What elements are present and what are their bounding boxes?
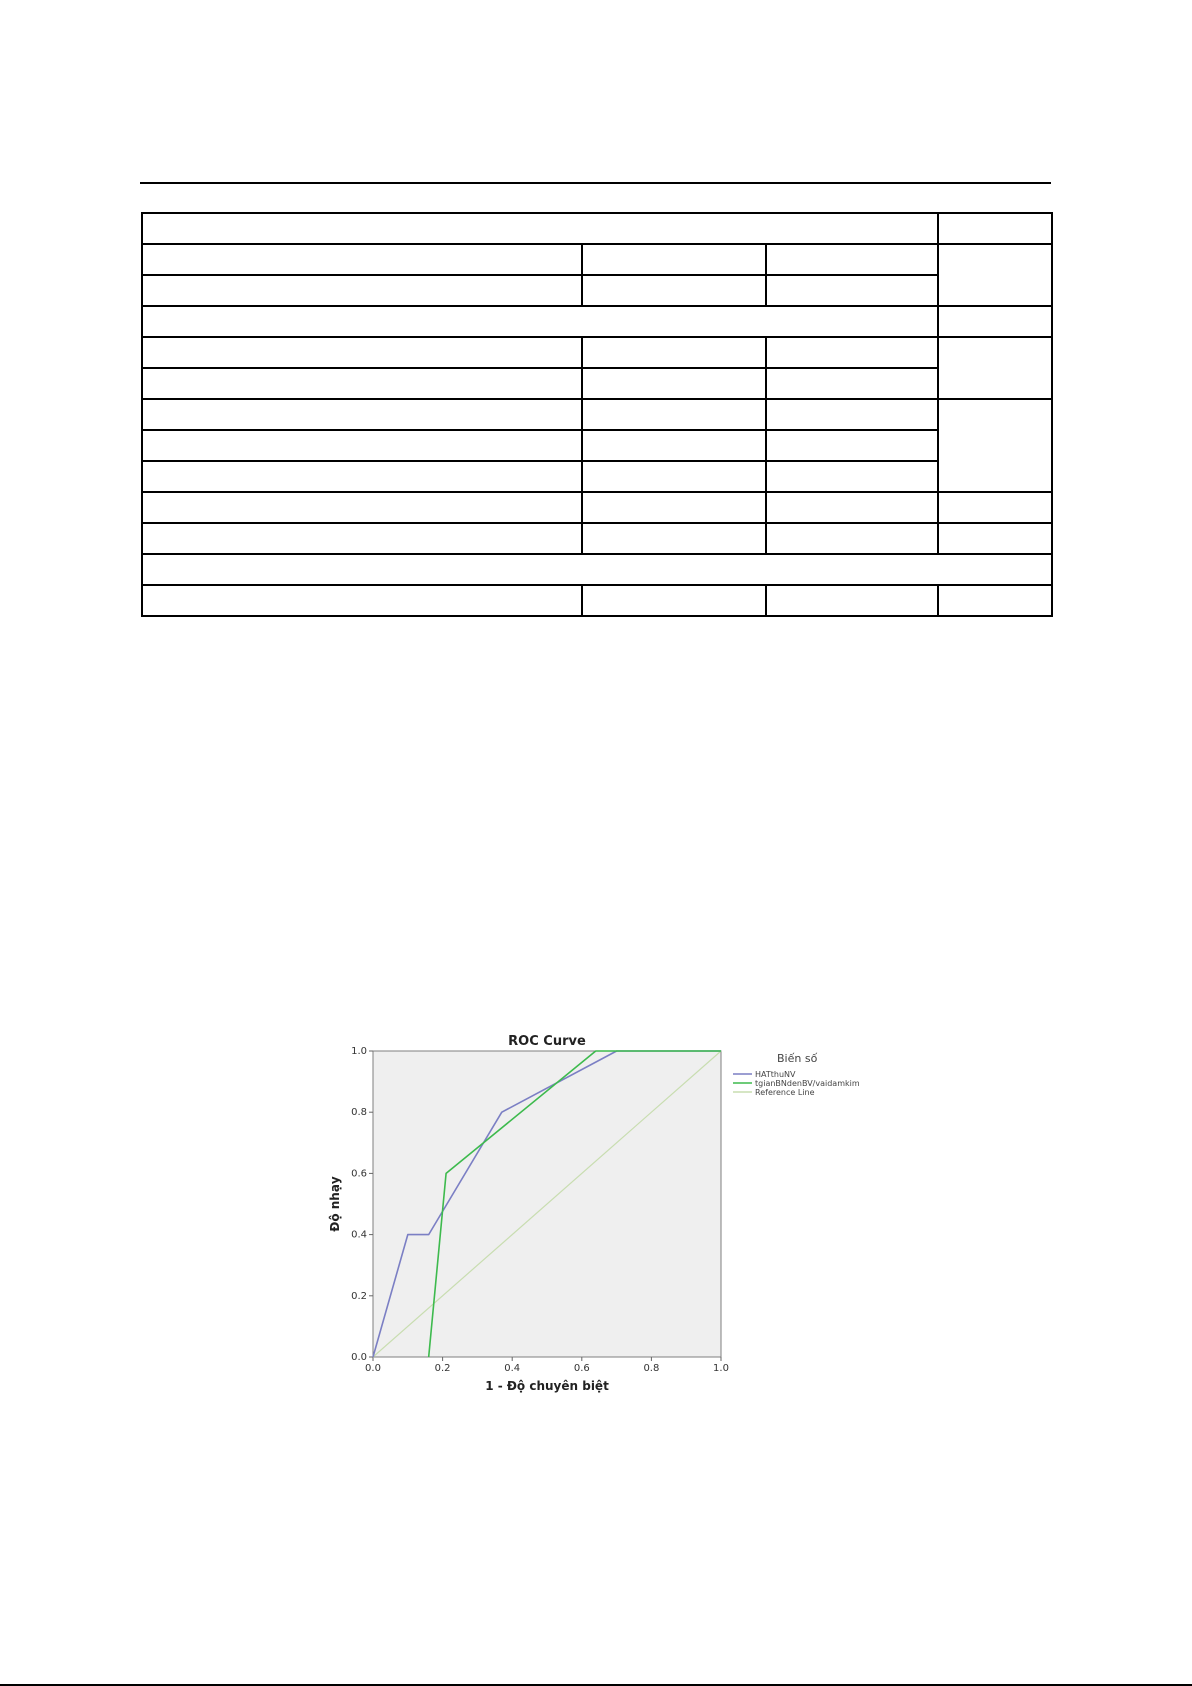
- legend-entry: HATthuNV: [755, 1070, 796, 1079]
- y-axis-label: Độ nhạy: [328, 1176, 342, 1232]
- legend-entry: tgianBNdenBV/vaidamkim: [755, 1079, 860, 1088]
- legend-entry: Reference Line: [755, 1088, 815, 1097]
- x-tick-label: 0.0: [365, 1363, 381, 1374]
- x-tick-label: 0.8: [643, 1363, 660, 1374]
- x-tick-label: 1.0: [713, 1363, 729, 1374]
- x-tick-label: 0.6: [573, 1363, 590, 1374]
- x-axis-label: 1 - Độ chuyên biệt: [485, 1379, 609, 1393]
- legend-title: Biến số: [777, 1052, 818, 1065]
- x-tick-label: 0.4: [504, 1363, 521, 1374]
- y-tick-label: 0.6: [351, 1168, 367, 1180]
- x-tick-label: 0.2: [434, 1363, 451, 1374]
- y-tick-label: 0.0: [351, 1352, 367, 1363]
- y-tick-label: 0.4: [351, 1229, 367, 1241]
- y-tick-label: 0.8: [351, 1107, 367, 1119]
- y-tick-label: 0.2: [351, 1290, 367, 1302]
- y-tick-label: 1.0: [351, 1046, 367, 1057]
- chart-title: ROC Curve: [508, 1034, 586, 1049]
